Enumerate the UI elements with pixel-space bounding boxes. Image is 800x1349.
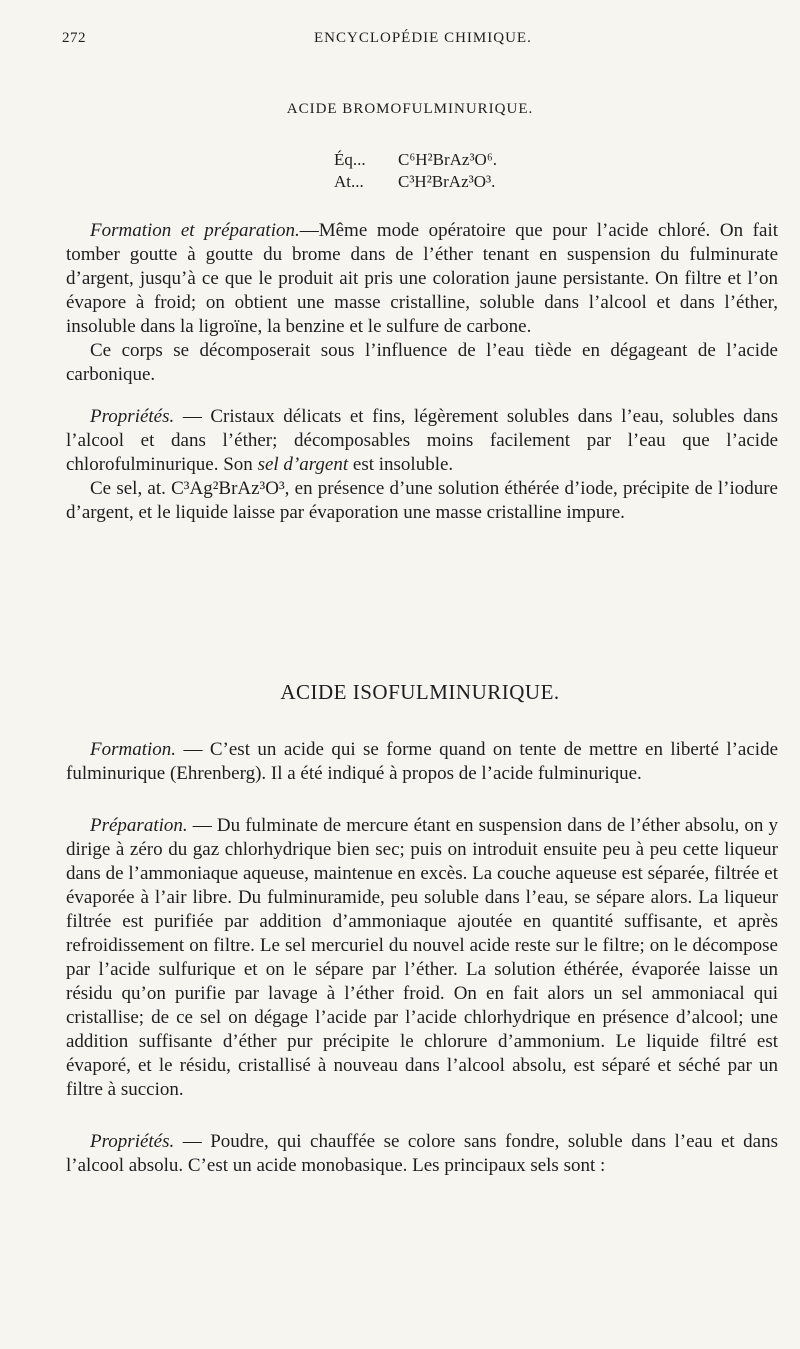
formula-at-value: C³H²BrAz³O³. <box>398 172 496 191</box>
formula-equivalent <box>334 150 497 170</box>
proprietes-text-b: est insoluble. <box>348 454 454 475</box>
iso-proprietes-heading: Propriétés. <box>90 1131 175 1152</box>
formation-heading: Formation et préparation. <box>90 220 300 241</box>
iso-preparation-paragraph <box>66 814 778 1102</box>
iso-preparation-heading: Préparation. <box>90 815 188 836</box>
iso-proprietes-text: — Poudre, qui chauffée se colore sans fondre, soluble dans l’eau et dans l’alcool absolu. C’est un acide monobasique. Les principaux sels sont : <box>66 1131 778 1176</box>
formation-paragraph <box>66 219 778 339</box>
formula-eq-value: C⁶H²BrAz³O⁶. <box>398 150 498 169</box>
decomposition-text: Ce corps se décomposerait sous l’influence de l’eau tiède en dégageant de l’acide carbonique. <box>66 340 778 385</box>
formula-eq-label: Éq... <box>334 150 366 169</box>
proprietes-heading: Propriétés. <box>90 406 175 427</box>
sel-argent-italic: sel d’argent <box>257 454 349 475</box>
decomposition-paragraph <box>66 339 778 387</box>
formula-at-label: At... <box>334 172 364 191</box>
proprietes-text-a: — Cristaux délicats et fins, légèrement solubles dans l’eau, solubles dans l’alcool et dans l’éther; décomposables moins facilement par l’eau que l’acide chlorofulminurique. Son <box>66 406 778 475</box>
section2-body <box>66 738 778 1178</box>
iso-formation-heading: Formation. <box>90 739 177 760</box>
running-title: ENCYCLOPÉDIE CHIMIQUE. <box>314 30 532 46</box>
page-number: 272 <box>62 30 86 46</box>
iso-formation-text: — C’est un acide qui se forme quand on tente de mettre en liberté l’acide fulminurique (Ehrenberg). Il a été indiqué à propos de l’acide fulminurique. <box>66 739 778 784</box>
proprietes-paragraph <box>66 405 778 477</box>
section-title-isofulminurique: ACIDE ISOFULMINURIQUE. <box>280 680 560 704</box>
iso-proprietes-paragraph <box>66 1130 778 1178</box>
formula-atomic <box>334 172 495 192</box>
iso-preparation-text: — Du fulminate de mercure étant en suspension dans de l’éther absolu, on y dirige à zéro du gaz chlorhydrique bien sec; puis on introduit ensuite peu à peu cette liqueur dans de l’ammoniaque aqueuse, maintenue en excès. La couche aqueuse est séparée, filtrée et évaporée à l’air libre. Du fulminuramide, peu soluble dans l’eau, se sépare alors. La liqueur filtrée est purifiée par addition d’ammoniaque ajoutée en quantité suffisante, et après refroidissement on filtre. Le sel mercuriel du nouvel acide reste sur le filtre; on le décompose par l’acide sulfurique et on le sépare par l’éther. La solution éthérée, évaporée laisse un résidu qu’on purifie par lavage à l’éther froid. On en fait alors un sel ammoniacal qui cristallise; de ce sel on dégage l’acide par l’acide chlorhydrique en présence d’alcool; une addition suffisante d’éther pur précipite le chlorure d’ammonium. Le liquide filtré est évaporé, et le résidu, cristallisé à nouveau dans l’alcool absolu, est séparé et séché par un filtre à succion. <box>66 815 778 1100</box>
iso-formation-paragraph <box>66 738 778 786</box>
formation-text: —Même mode opératoire que pour l’acide chloré. On fait tomber goutte à goutte du brome dans de l’éther tenant en suspension du fulminurate d’argent, jusqu’à ce que le produit ait pris une coloration jaune persistante. On filtre et l’on évapore à froid; on obtient une masse cristalline, soluble dans l’alcool et dans l’éther, insoluble dans la ligroïne, la benzine et le sulfure de carbone. <box>66 220 779 337</box>
sel-paragraph <box>66 477 778 525</box>
section1-body <box>66 219 778 525</box>
section-title-bromofulminurique: ACIDE BROMOFULMINURIQUE. <box>286 101 534 117</box>
sel-text: Ce sel, at. C³Ag²BrAz³O³, en présence d’une solution éthérée d’iode, précipite de l’iodure d’argent, et le liquide laisse par évaporation une masse cristalline impure. <box>66 478 778 523</box>
